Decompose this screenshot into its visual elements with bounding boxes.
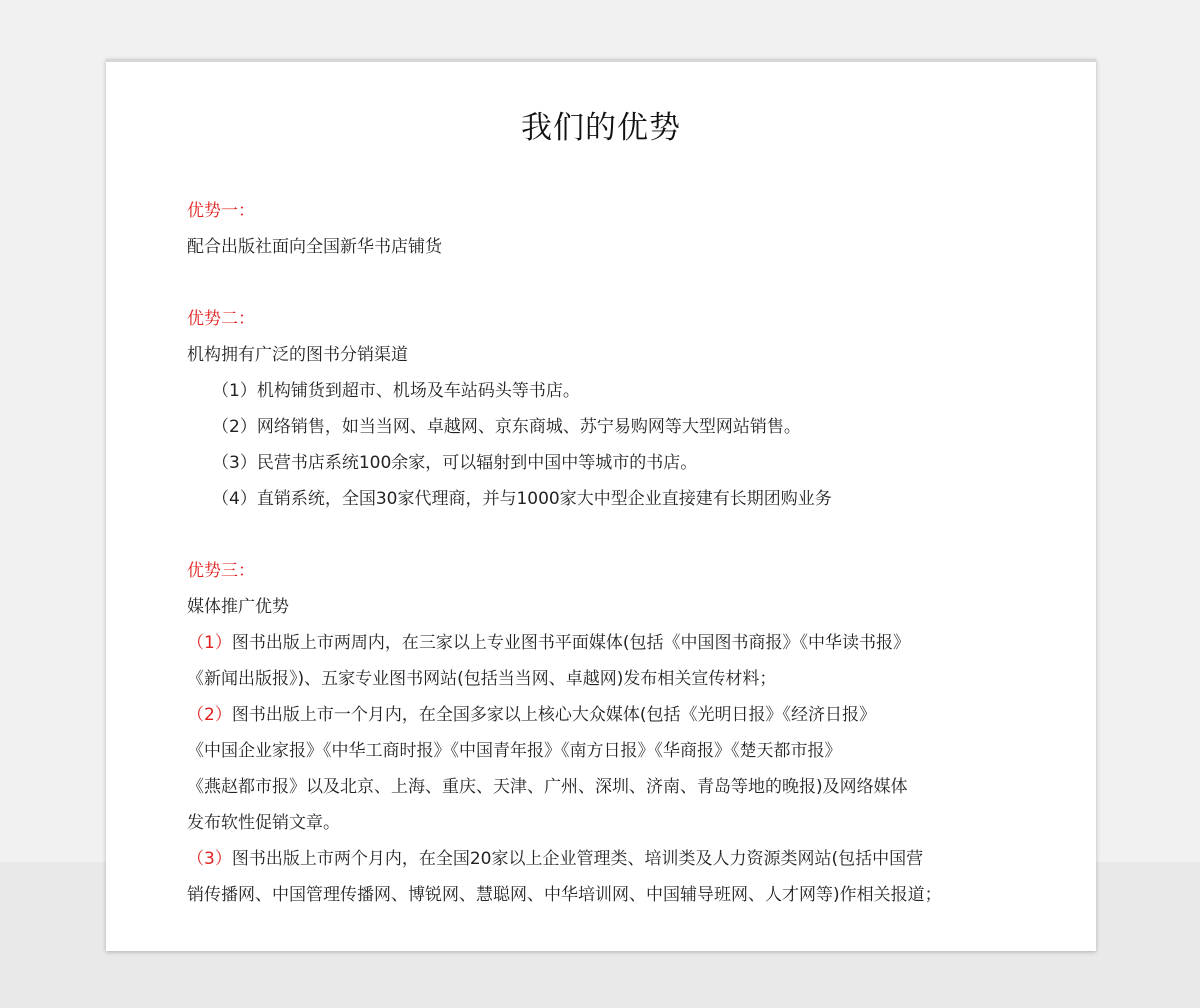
advantage-1-text: 配合出版社面向全国新华书店铺货 bbox=[187, 237, 442, 257]
advantage-1-heading: 优势一： bbox=[187, 201, 255, 221]
spacer bbox=[187, 265, 1007, 301]
spacer bbox=[187, 517, 1007, 553]
advantage-3-item-3 bbox=[187, 841, 1007, 877]
advantage-3-item-3-cont: 销传播网、中国管理传播网、博锐网、慧聪网、中华培训网、中国辅导班网、人才网等)作相关报道； bbox=[187, 885, 942, 905]
advantage-2-item: （2）网络销售，如当当网、卓越网、京东商城、苏宁易购网等大型网站销售。 bbox=[212, 417, 801, 437]
item-number: （3） bbox=[187, 849, 232, 869]
item-text: 图书出版上市两个月内，在全国20家以上企业管理类、培训类及人力资源类网站(包括中国营 bbox=[231, 849, 924, 869]
page-title: 我们的优势 bbox=[521, 110, 681, 146]
advantage-3-heading: 优势三： bbox=[187, 561, 255, 581]
advantage-3-item-1-cont: 《新闻出版报》)、五家专业图书网站(包括当当网、卓越网)发布相关宣传材料； bbox=[187, 669, 777, 689]
advantage-3-item-2 bbox=[187, 697, 1007, 733]
advantage-3-item-2-cont: 《中国企业家报》《中华工商时报》《中国青年报》《南方日报》《华商报》《楚天都市报》 bbox=[187, 741, 842, 761]
item-number: （1） bbox=[187, 633, 232, 653]
advantage-3-item-1 bbox=[187, 625, 1007, 661]
advantages-card bbox=[106, 59, 1096, 951]
advantage-2-item: （1）机构铺货到超市、机场及车站码头等书店。 bbox=[212, 381, 580, 401]
advantage-3-text: 媒体推广优势 bbox=[187, 597, 289, 617]
item-text: 图书出版上市两周内，在三家以上专业图书平面媒体(包括《中国图书商报》《中华读书报》 bbox=[231, 633, 910, 653]
advantages-content bbox=[187, 193, 1007, 913]
advantage-3-item-2-cont: 《燕赵都市报》以及北京、上海、重庆、天津、广州、深圳、济南、青岛等地的晚报)及网络媒体 bbox=[187, 777, 908, 797]
advantage-2-heading: 优势二： bbox=[187, 309, 255, 329]
item-text: 图书出版上市一个月内，在全国多家以上核心大众媒体(包括《光明日报》《经济日报》 bbox=[231, 705, 876, 725]
item-number: （2） bbox=[187, 705, 232, 725]
advantage-2-text: 机构拥有广泛的图书分销渠道 bbox=[187, 345, 408, 365]
advantage-3-item-2-cont: 发布软性促销文章。 bbox=[187, 813, 340, 833]
advantage-2-item: （3）民营书店系统100余家，可以辐射到中国中等城市的书店。 bbox=[212, 453, 698, 473]
advantage-2-item: （4）直销系统，全国30家代理商，并与1000家大中型企业直接建有长期团购业务 bbox=[212, 489, 832, 509]
